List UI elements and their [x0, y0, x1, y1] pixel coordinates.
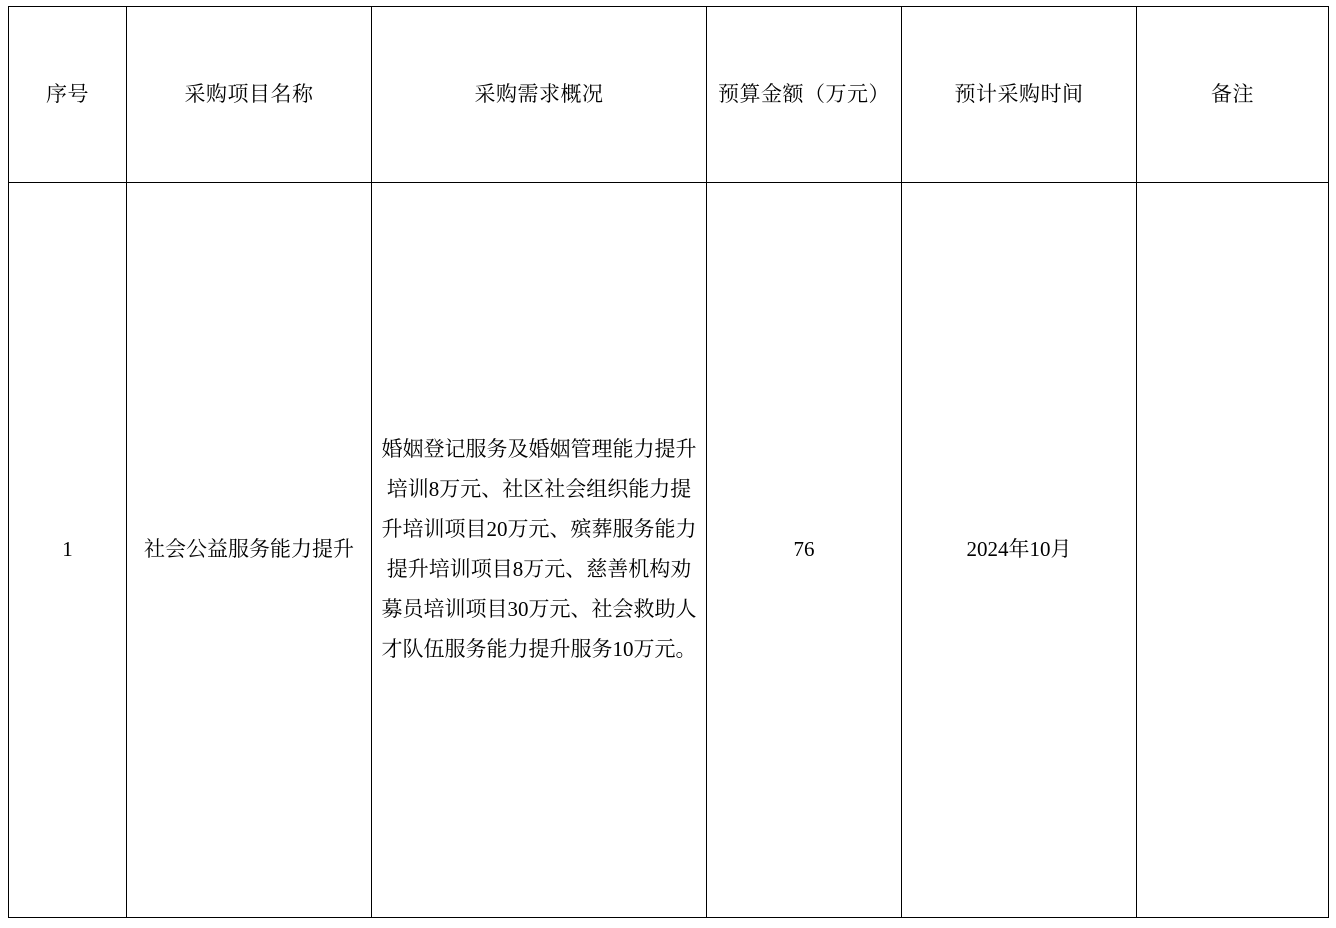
procurement-table — [8, 6, 1329, 918]
cell-demand-summary: 婚姻登记服务及婚姻管理能力提升培训8万元、社区社会组织能力提升培训项目20万元、殡葬服务能力提升培训项目8万元、慈善机构劝募员培训项目30万元、社会救助人才队伍服务能力提升服务10万元。 — [372, 183, 707, 918]
table-header-row — [9, 7, 1329, 183]
column-header-time: 预计采购时间 — [902, 7, 1137, 183]
cell-remark — [1137, 183, 1329, 918]
column-header-budget: 预算金额（万元） — [707, 7, 902, 183]
cell-budget-amount: 76 — [707, 183, 902, 918]
column-header-remark: 备注 — [1137, 7, 1329, 183]
cell-expected-time: 2024年10月 — [902, 183, 1137, 918]
table-body — [9, 183, 1329, 918]
column-header-seq: 序号 — [9, 7, 127, 183]
cell-seq: 1 — [9, 183, 127, 918]
column-header-name: 采购项目名称 — [127, 7, 372, 183]
table-row — [9, 183, 1329, 918]
table-header — [9, 7, 1329, 183]
cell-project-name: 社会公益服务能力提升 — [127, 183, 372, 918]
column-header-demand: 采购需求概况 — [372, 7, 707, 183]
